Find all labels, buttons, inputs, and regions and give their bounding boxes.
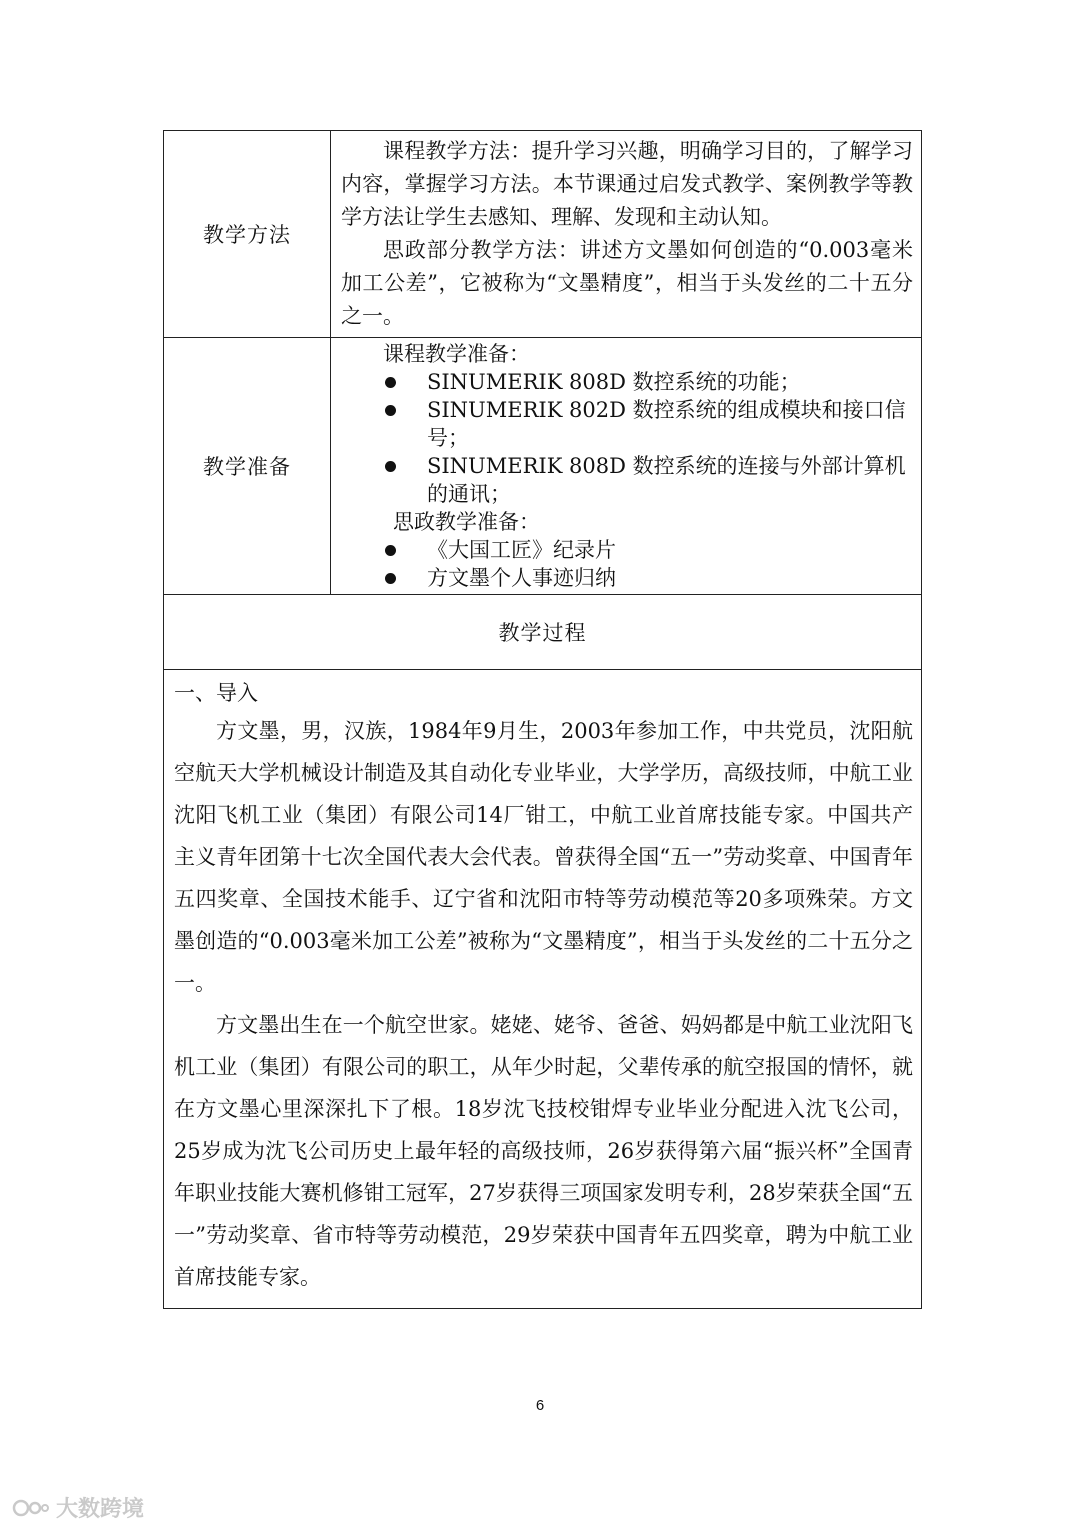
page-number: 6 [535, 1397, 545, 1414]
lesson-plan-table [163, 130, 922, 1309]
prep-course-item: SINUMERIK 808D 数控系统的功能； [341, 368, 913, 396]
method-course-paragraph: 课程教学方法：提升学习兴趣，明确学习目的，了解学习内容，掌握学习方法。本节课通过启发式教学、案例教学等教学方法让学生去感知、理解、发现和主动认知。 [341, 139, 913, 229]
prep-content [331, 338, 922, 595]
intro-heading: 一、导入 [174, 681, 258, 705]
intro-row [164, 670, 922, 1309]
method-ideology-paragraph: 思政部分教学方法：讲述方文墨如何创造的“0.003毫米加工公差”，它被称为“文墨精度”，相当于头发丝的二十五分之一。 [341, 238, 913, 328]
prep-ideology-item: 《大国工匠》纪录片 [341, 536, 913, 564]
prep-course-heading: 课程教学准备： [383, 342, 530, 366]
bullet-icon [385, 405, 396, 416]
bullet-icon [385, 545, 396, 556]
bullet-icon [385, 461, 396, 472]
watermark [12, 1492, 144, 1523]
process-title: 教学过程 [164, 595, 922, 670]
process-title-row [164, 595, 922, 670]
bullet-icon [385, 573, 396, 584]
method-row [164, 131, 922, 338]
prep-label: 教学准备 [164, 338, 331, 595]
method-content [331, 131, 922, 338]
prep-row [164, 338, 922, 595]
prep-ideology-heading: 思政教学准备： [393, 510, 540, 534]
intro-content [164, 670, 922, 1309]
bullet-icon [385, 377, 396, 388]
watermark-logo-icon [12, 1497, 50, 1519]
watermark-text: 大数跨境 [56, 1497, 145, 1522]
prep-course-item: SINUMERIK 808D 数控系统的连接与外部计算机的通讯； [341, 452, 913, 508]
intro-paragraph-2: 方文墨出生在一个航空世家。姥姥、姥爷、爸爸、妈妈都是中航工业沈阳飞机工业（集团）有限公司的职工，从年少时起，父辈传承的航空报国的情怀，就在方文墨心里深深扎下了根。18岁沈飞技校钳焊专业毕业分配进入沈飞公司，25岁成为沈飞公司历史上最年轻的高级技师，26岁获得第六届“振兴杯”全国青年职业技能大赛机修钳工冠军，27岁获得三项国家发明专利，28岁荣获全国“五一”劳动奖章、省市特等劳动模范，29岁荣获中国青年五四奖章，聘为中航工业首席技能专家。 [174, 1013, 913, 1289]
method-label: 教学方法 [164, 131, 331, 338]
prep-course-item: SINUMERIK 802D 数控系统的组成模块和接口信号； [341, 396, 913, 452]
intro-paragraph-1: 方文墨，男，汉族，1984年9月生，2003年参加工作，中共党员，沈阳航空航天大学机械设计制造及其自动化专业毕业，大学学历，高级技师，中航工业沈阳飞机工业（集团）有限公司14厂钳工，中航工业首席技能专家。中国共产主义青年团第十七次全国代表大会代表。曾获得全国“五一”劳动奖章、中国青年五四奖章、全国技术能手、辽宁省和沈阳市特等劳动模范等20多项殊荣。方文墨创造的“0.003毫米加工公差”被称为“文墨精度”，相当于头发丝的二十五分之一。 [174, 719, 913, 995]
prep-ideology-item: 方文墨个人事迹归纳 [341, 564, 913, 592]
